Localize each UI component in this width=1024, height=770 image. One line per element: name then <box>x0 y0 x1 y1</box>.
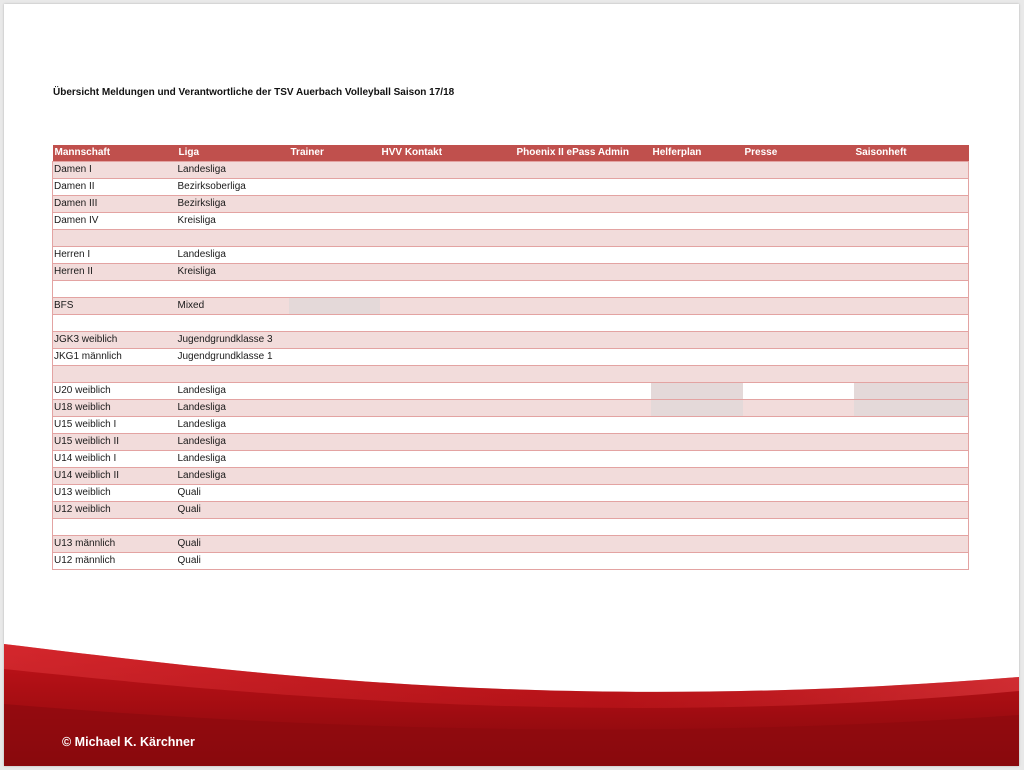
table-cell <box>743 332 854 349</box>
table-cell <box>743 196 854 213</box>
table-cell <box>289 485 380 502</box>
table-cell <box>743 162 854 179</box>
table-cell: U13 männlich <box>53 536 177 553</box>
table-cell <box>743 451 854 468</box>
table-cell <box>651 332 743 349</box>
table-row <box>53 213 969 230</box>
table-cell <box>854 281 969 298</box>
table-cell: U15 weiblich I <box>53 417 177 434</box>
table-cell: BFS <box>53 298 177 315</box>
table-cell <box>515 162 651 179</box>
table-cell <box>854 196 969 213</box>
column-header: HVV Kontakt <box>380 145 515 162</box>
table-cell <box>854 383 969 400</box>
table-cell <box>380 468 515 485</box>
table-cell <box>177 519 289 536</box>
table-cell <box>289 264 380 281</box>
table-cell <box>651 264 743 281</box>
table-cell <box>53 519 177 536</box>
table-cell <box>380 247 515 264</box>
table-row <box>53 400 969 417</box>
table-cell: U14 weiblich II <box>53 468 177 485</box>
table-cell <box>743 264 854 281</box>
table-cell <box>380 519 515 536</box>
table-cell <box>515 536 651 553</box>
table-cell <box>854 247 969 264</box>
column-header: Presse <box>743 145 854 162</box>
table-cell <box>380 553 515 570</box>
table-cell <box>289 179 380 196</box>
table-row <box>53 349 969 366</box>
table-cell <box>515 502 651 519</box>
table-cell <box>289 468 380 485</box>
table-cell <box>743 298 854 315</box>
table-row <box>53 281 969 298</box>
table-cell: Landesliga <box>177 417 289 434</box>
table-cell <box>743 213 854 230</box>
table-row <box>53 230 969 247</box>
table-cell: Damen II <box>53 179 177 196</box>
table-cell <box>380 315 515 332</box>
table-cell <box>651 502 743 519</box>
table-cell <box>743 383 854 400</box>
column-header: Saisonheft <box>854 145 969 162</box>
table-cell <box>515 315 651 332</box>
table-cell <box>515 383 651 400</box>
table-cell <box>380 417 515 434</box>
table-row <box>53 315 969 332</box>
table-cell: Landesliga <box>177 383 289 400</box>
table-cell <box>854 502 969 519</box>
table-cell <box>651 417 743 434</box>
table-cell <box>289 281 380 298</box>
table-cell <box>380 400 515 417</box>
table-cell: Quali <box>177 553 289 570</box>
table-body <box>53 162 969 570</box>
table-cell: JGK3 weiblich <box>53 332 177 349</box>
column-header: Liga <box>177 145 289 162</box>
table-cell: Bezirksliga <box>177 196 289 213</box>
table-cell <box>743 247 854 264</box>
table-cell <box>289 349 380 366</box>
table-row <box>53 264 969 281</box>
table-cell <box>854 230 969 247</box>
table-row <box>53 332 969 349</box>
table-cell <box>289 417 380 434</box>
table-cell <box>743 230 854 247</box>
table-cell <box>854 451 969 468</box>
table-cell: Damen I <box>53 162 177 179</box>
table-cell <box>515 553 651 570</box>
table-cell <box>515 247 651 264</box>
table-cell: U18 weiblich <box>53 400 177 417</box>
table-cell <box>380 485 515 502</box>
table-cell <box>854 179 969 196</box>
table-cell: Herren II <box>53 264 177 281</box>
table-row <box>53 383 969 400</box>
table-cell <box>380 451 515 468</box>
table-cell <box>289 451 380 468</box>
table-row <box>53 417 969 434</box>
table-row <box>53 247 969 264</box>
table-cell: Quali <box>177 485 289 502</box>
table-cell <box>651 485 743 502</box>
table-cell <box>289 519 380 536</box>
table-header-row <box>53 145 969 162</box>
table-cell <box>380 536 515 553</box>
table-cell <box>743 281 854 298</box>
table-cell <box>651 553 743 570</box>
table-row <box>53 468 969 485</box>
table-cell: U14 weiblich I <box>53 451 177 468</box>
table-cell <box>53 230 177 247</box>
table-cell <box>743 536 854 553</box>
table-cell <box>515 417 651 434</box>
table-cell <box>651 281 743 298</box>
table-cell <box>289 298 380 315</box>
table-cell: U12 weiblich <box>53 502 177 519</box>
table-cell <box>289 400 380 417</box>
table-cell <box>380 264 515 281</box>
table-cell <box>854 213 969 230</box>
table-cell: Quali <box>177 536 289 553</box>
table-cell <box>515 332 651 349</box>
table-cell <box>651 213 743 230</box>
table-cell <box>651 383 743 400</box>
table-cell: Bezirksoberliga <box>177 179 289 196</box>
table-row <box>53 502 969 519</box>
table-cell <box>289 553 380 570</box>
table-cell <box>854 162 969 179</box>
table-cell: Landesliga <box>177 468 289 485</box>
table-cell: Landesliga <box>177 434 289 451</box>
slide-page <box>4 4 1019 766</box>
table-cell <box>289 366 380 383</box>
table-row <box>53 298 969 315</box>
table-cell <box>743 179 854 196</box>
table-cell <box>289 162 380 179</box>
table-cell <box>380 162 515 179</box>
table-cell: Herren I <box>53 247 177 264</box>
table-cell: U13 weiblich <box>53 485 177 502</box>
copyright-text: © Michael K. Kärchner <box>62 735 195 749</box>
table-cell <box>515 400 651 417</box>
table-cell <box>651 349 743 366</box>
table-cell <box>515 264 651 281</box>
table-cell: U20 weiblich <box>53 383 177 400</box>
table-cell <box>854 485 969 502</box>
table-cell <box>854 468 969 485</box>
table-cell <box>289 315 380 332</box>
table-cell <box>743 349 854 366</box>
table-cell <box>854 536 969 553</box>
table-cell <box>177 366 289 383</box>
table-row <box>53 366 969 383</box>
table-cell <box>651 230 743 247</box>
table-cell <box>854 417 969 434</box>
table-cell <box>53 366 177 383</box>
table-cell <box>515 485 651 502</box>
table-row <box>53 451 969 468</box>
table-cell <box>854 349 969 366</box>
table-cell <box>651 196 743 213</box>
table-cell <box>743 315 854 332</box>
table-cell: Kreisliga <box>177 264 289 281</box>
table-cell: Jugendgrundklasse 3 <box>177 332 289 349</box>
table-cell <box>743 417 854 434</box>
table-cell <box>515 434 651 451</box>
table-cell <box>651 536 743 553</box>
table-cell <box>651 519 743 536</box>
table-cell <box>651 468 743 485</box>
table-cell <box>515 213 651 230</box>
table-cell <box>177 230 289 247</box>
table-cell: Damen III <box>53 196 177 213</box>
table-cell <box>651 179 743 196</box>
table-row <box>53 519 969 536</box>
table-cell <box>854 400 969 417</box>
table-cell: Landesliga <box>177 400 289 417</box>
table-cell <box>743 434 854 451</box>
page-title: Übersicht Meldungen und Verantwortliche der TSV Auerbach Volleyball Saison 17/18 <box>53 87 455 98</box>
table-row <box>53 485 969 502</box>
table-cell <box>289 383 380 400</box>
table-cell <box>515 451 651 468</box>
table-cell: JKG1 männlich <box>53 349 177 366</box>
table-cell <box>177 281 289 298</box>
table-row <box>53 434 969 451</box>
table-cell: Landesliga <box>177 162 289 179</box>
table-cell <box>515 298 651 315</box>
table-cell <box>515 230 651 247</box>
table-cell <box>380 298 515 315</box>
table-cell: Jugendgrundklasse 1 <box>177 349 289 366</box>
table-cell <box>651 315 743 332</box>
table-cell <box>651 162 743 179</box>
table-cell <box>289 536 380 553</box>
table-cell <box>289 247 380 264</box>
table-cell <box>854 434 969 451</box>
table-cell <box>854 519 969 536</box>
table-cell <box>651 400 743 417</box>
table-cell <box>651 366 743 383</box>
table-cell <box>380 213 515 230</box>
table-cell <box>515 519 651 536</box>
table-cell: Damen IV <box>53 213 177 230</box>
column-header: Trainer <box>289 145 380 162</box>
table-cell <box>53 315 177 332</box>
table-cell: Landesliga <box>177 247 289 264</box>
table-cell <box>177 315 289 332</box>
table-row <box>53 553 969 570</box>
table-cell <box>743 485 854 502</box>
table-cell <box>854 264 969 281</box>
table-cell <box>380 196 515 213</box>
table-cell <box>380 366 515 383</box>
table-cell <box>743 468 854 485</box>
table-cell <box>515 349 651 366</box>
table-cell <box>651 247 743 264</box>
table-row <box>53 179 969 196</box>
table-cell <box>289 434 380 451</box>
overview-table <box>52 145 969 570</box>
table-cell <box>53 281 177 298</box>
table-cell <box>854 366 969 383</box>
table-cell <box>651 434 743 451</box>
column-header: Mannschaft <box>53 145 177 162</box>
table-cell <box>743 400 854 417</box>
table-cell <box>515 281 651 298</box>
table-cell: Landesliga <box>177 451 289 468</box>
table-cell <box>515 179 651 196</box>
table-cell: U15 weiblich II <box>53 434 177 451</box>
table-cell <box>651 298 743 315</box>
table-row <box>53 196 969 213</box>
table-cell <box>515 196 651 213</box>
column-header: Phoenix II ePass Admin <box>515 145 651 162</box>
table-cell <box>743 502 854 519</box>
table-cell <box>743 553 854 570</box>
table-cell <box>380 434 515 451</box>
table-cell: U12 männlich <box>53 553 177 570</box>
table-cell <box>380 230 515 247</box>
column-header: Helferplan <box>651 145 743 162</box>
table-row <box>53 162 969 179</box>
table-cell: Quali <box>177 502 289 519</box>
table-cell <box>380 179 515 196</box>
table-cell <box>289 332 380 349</box>
table-cell <box>380 332 515 349</box>
table-cell <box>380 281 515 298</box>
table-cell <box>289 502 380 519</box>
table-cell <box>854 315 969 332</box>
table-cell <box>380 383 515 400</box>
table-cell <box>380 502 515 519</box>
table-cell: Mixed <box>177 298 289 315</box>
table-cell: Kreisliga <box>177 213 289 230</box>
table-cell <box>854 332 969 349</box>
table-cell <box>380 349 515 366</box>
table-cell <box>289 213 380 230</box>
table-cell <box>289 196 380 213</box>
table-row <box>53 536 969 553</box>
table-cell <box>743 519 854 536</box>
table-cell <box>743 366 854 383</box>
table-cell <box>651 451 743 468</box>
table-cell <box>854 553 969 570</box>
table-cell <box>289 230 380 247</box>
table-cell <box>515 468 651 485</box>
table-cell <box>515 366 651 383</box>
table-cell <box>854 298 969 315</box>
